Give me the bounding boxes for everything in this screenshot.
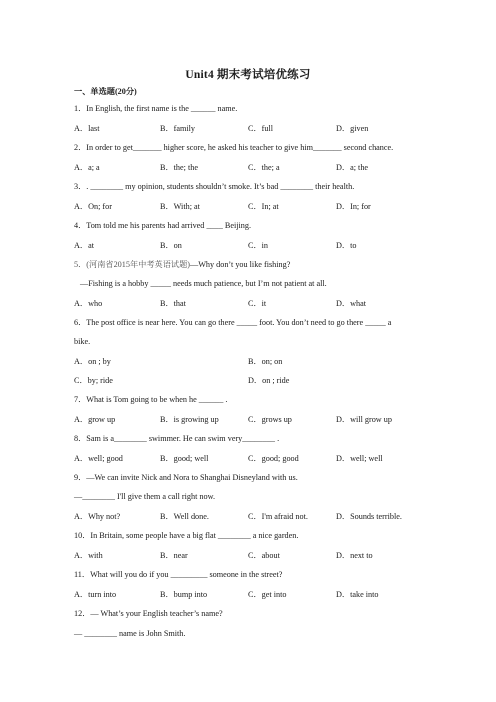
option-a: A．last: [74, 124, 100, 133]
question-stem: 2．In order to get_______ higher score, he asked his teacher to give him_______ second chance.: [74, 143, 394, 152]
question-stem-line2: —________ I'll give them a call right now.: [74, 492, 216, 501]
question-stem: 12．— What’s your English teacher’s name?: [74, 609, 223, 618]
option-a: A．at: [74, 241, 95, 250]
option-a: A．on ; by: [74, 357, 111, 366]
option-a: A．Why not?: [74, 512, 121, 521]
question-stem: 1．In English, the first name is the ______ name.: [74, 104, 238, 113]
option-a: A．a; a: [74, 163, 100, 172]
option-c: C．I'm afraid not.: [248, 512, 308, 521]
question-stem: 11．What will you do if you _________ someone in the street?: [74, 570, 283, 579]
option-d: D．to: [336, 241, 357, 250]
option-a: A．On; for: [74, 202, 112, 211]
option-a: A．who: [74, 299, 103, 308]
question-stem: 3．. ________ my opinion, students shouldn’t smoke. It’s bad ________ their health.: [74, 182, 355, 191]
option-b: B．With; at: [160, 202, 200, 211]
option-b: B．that: [160, 299, 186, 308]
option-d: D．will grow up: [336, 415, 392, 424]
option-d: D．next to: [336, 551, 373, 560]
question-stem: 7．What is Tom going to be when he ______ .: [74, 395, 228, 404]
option-a: A．with: [74, 551, 103, 560]
option-a: A．turn into: [74, 590, 117, 599]
option-d: D．Sounds terrible.: [336, 512, 402, 521]
option-c: C．the; a: [248, 163, 280, 172]
option-b: B．the; the: [160, 163, 198, 172]
option-d: D．a; the: [336, 163, 369, 172]
option-c: C．by; ride: [74, 376, 113, 385]
question-stem-line2: —Fishing is a hobby _____ needs much patience, but I’m not patient at all.: [80, 279, 327, 288]
option-c: C．in: [248, 241, 269, 250]
option-d: D．well; well: [336, 454, 383, 463]
option-c: C．grows up: [248, 415, 292, 424]
option-b: B．good; well: [160, 454, 209, 463]
option-b: B．family: [160, 124, 196, 133]
option-c: C．it: [248, 299, 267, 308]
option-d: D．what: [336, 299, 367, 308]
option-b: B．on: [160, 241, 182, 250]
question-stem: 6．The post office is near here. You can go there _____ foot. You don’t need to go there _____ a: [74, 318, 392, 327]
question-text: —Why don’t you like fishing?: [190, 260, 291, 269]
option-a: A．well; good: [74, 454, 123, 463]
page-title: Unit4 期末考试培优练习: [185, 69, 311, 81]
option-c: C．In; at: [248, 202, 279, 211]
option-b: B．on; on: [248, 357, 283, 366]
option-d: D．take into: [336, 590, 379, 599]
option-c: C．good; good: [248, 454, 299, 463]
question-stem: [74, 260, 424, 270]
option-c: C．about: [248, 551, 280, 560]
question-stem-line2: bike.: [74, 337, 91, 346]
option-d: D．on ; ride: [248, 376, 290, 385]
question-stem: 10．In Britain, some people have a big flat ________ a nice garden.: [74, 531, 299, 540]
option-d: D．given: [336, 124, 369, 133]
question-source: 5．(河南省2015年中考英语试题): [74, 260, 190, 269]
question-stem: 4．Tom told me his parents had arrived ____ Beijing.: [74, 221, 252, 230]
question-stem-line2: — ________ name is John Smith.: [74, 629, 186, 638]
option-b: B．near: [160, 551, 188, 560]
option-b: B．bump into: [160, 590, 208, 599]
option-c: C．get into: [248, 590, 287, 599]
section-heading: 一、单选题(20分): [74, 87, 137, 96]
question-stem: 9．—We can invite Nick and Nora to Shanghai Disneyland with us.: [74, 473, 298, 482]
option-c: C．full: [248, 124, 274, 133]
option-a: A．grow up: [74, 415, 116, 424]
question-stem: 8．Sam is a________ swimmer. He can swim very________ .: [74, 434, 280, 443]
option-d: D．In; for: [336, 202, 371, 211]
option-b: B．Well done.: [160, 512, 209, 521]
option-b: B．is growing up: [160, 415, 219, 424]
